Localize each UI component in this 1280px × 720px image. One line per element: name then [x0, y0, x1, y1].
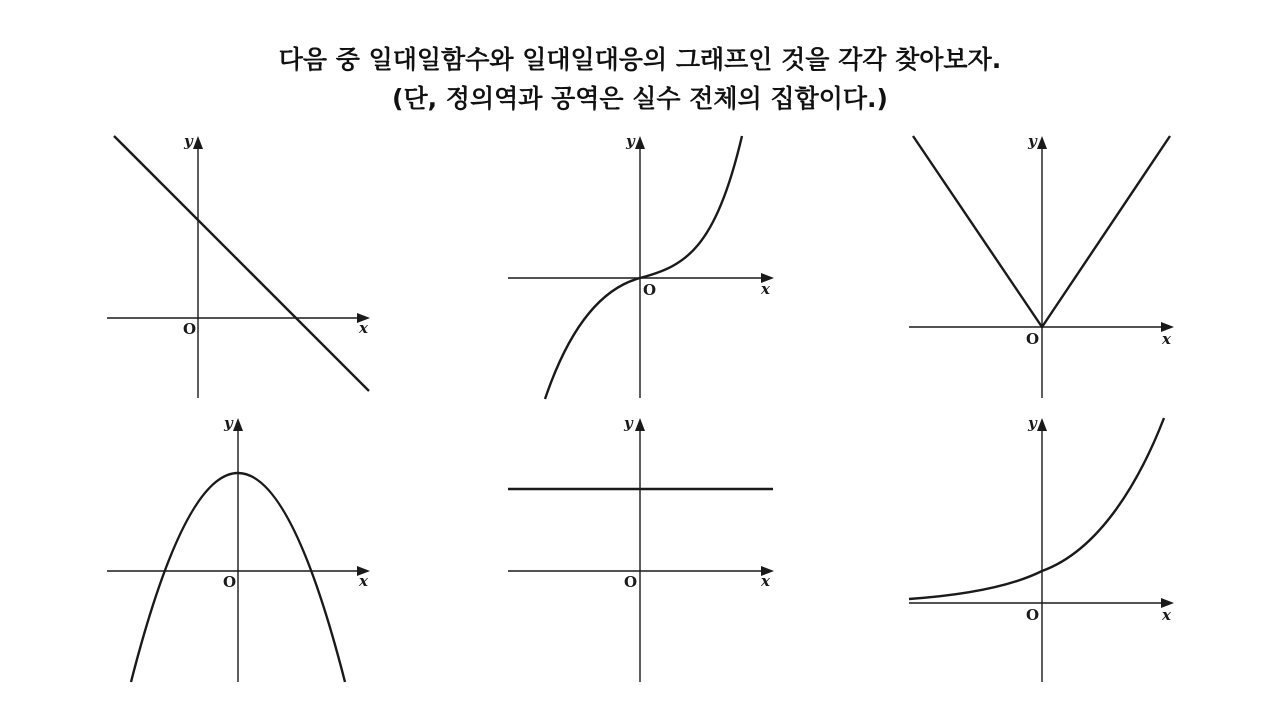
- y-axis-arrow: [1037, 418, 1047, 431]
- y-axis-label: y: [224, 414, 233, 432]
- origin-label: O: [624, 573, 638, 591]
- origin-label: O: [183, 320, 197, 338]
- origin-label: O: [1026, 606, 1040, 624]
- origin-label: O: [223, 573, 237, 591]
- x-axis-label: x: [1162, 330, 1171, 348]
- y-axis-label: y: [184, 132, 193, 150]
- y-axis-label: y: [626, 132, 635, 150]
- y-axis-label: y: [1028, 132, 1037, 150]
- exponential-curve: [909, 418, 1164, 599]
- y-axis-label: y: [1028, 414, 1037, 432]
- x-axis-label: x: [359, 319, 368, 337]
- x-axis-label: x: [1162, 606, 1171, 624]
- x-axis-label: x: [359, 572, 368, 590]
- y-axis-label: y: [624, 414, 633, 432]
- problem-condition: (단, 정의역과 공역은 실수 전체의 집합이다.): [392, 84, 888, 113]
- problem-title: 다음 중 일대일함수와 일대일대응의 그래프인 것을 각각 찾아보자.: [278, 45, 1002, 74]
- origin-label: O: [643, 281, 657, 299]
- origin-label: O: [1026, 330, 1040, 348]
- x-axis-label: x: [761, 572, 770, 590]
- x-axis-label: x: [761, 280, 770, 298]
